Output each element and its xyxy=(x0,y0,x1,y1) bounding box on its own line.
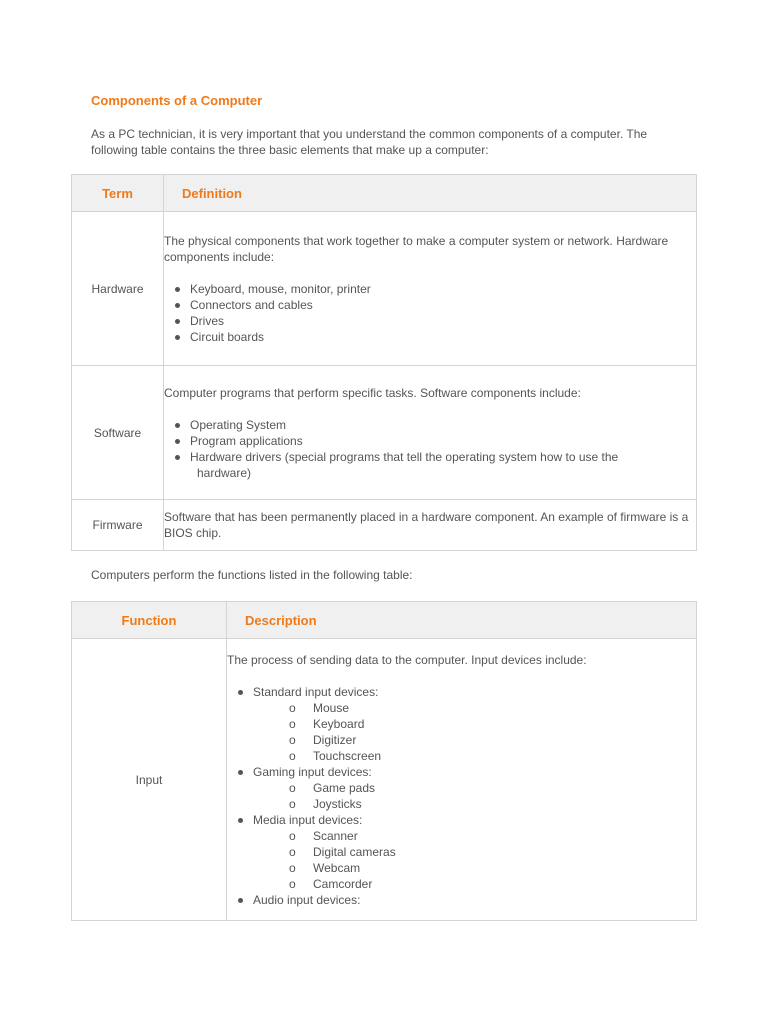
group-label: Gaming input devices: xyxy=(253,764,372,779)
sub-list xyxy=(253,700,696,764)
list-item: Operating System xyxy=(190,417,696,433)
bullet-list xyxy=(164,417,696,481)
sub-list-item: o Game pads xyxy=(313,780,696,796)
table-header-row xyxy=(72,175,697,212)
sub-list xyxy=(253,780,696,812)
sub-list-item: o Keyboard xyxy=(313,716,696,732)
sub-list-item: o Camcorder xyxy=(313,876,696,892)
components-table xyxy=(71,174,697,551)
list-item: Connectors and cables xyxy=(190,297,696,313)
table-header-row xyxy=(72,602,697,639)
sub-list-item: o Webcam xyxy=(313,860,696,876)
page-title: Components of a Computer xyxy=(91,93,263,108)
description-cell xyxy=(227,639,697,921)
sub-list-item: o Mouse xyxy=(313,700,696,716)
sub-list-item: o Digital cameras xyxy=(313,844,696,860)
list-item-line: Hardware drivers (special programs that tell the operating system how to use the xyxy=(190,449,619,464)
table-row xyxy=(72,500,697,551)
term-cell: Hardware xyxy=(72,212,164,366)
sub-list-item: o Digitizer xyxy=(313,732,696,748)
list-item xyxy=(253,892,696,908)
list-item xyxy=(253,684,696,764)
definition-cell xyxy=(164,500,697,551)
function-cell: Input xyxy=(72,639,227,921)
term-cell: Software xyxy=(72,366,164,500)
definition-cell xyxy=(164,212,697,366)
definition-text: The physical components that work together to make a computer system or network. Hardware components include: xyxy=(164,233,669,264)
description-text: The process of sending data to the computer. Input devices include: xyxy=(227,652,587,667)
group-label: Media input devices: xyxy=(253,812,363,827)
functions-intro: Computers perform the functions listed in the following table: xyxy=(91,568,413,582)
group-label: Audio input devices: xyxy=(253,892,361,907)
header-term: Term xyxy=(72,175,164,212)
functions-table xyxy=(71,601,697,921)
sub-list xyxy=(253,828,696,892)
sub-list-item: o Scanner xyxy=(313,828,696,844)
list-item: Drives xyxy=(190,313,696,329)
list-item: Program applications xyxy=(190,433,696,449)
sub-list-item: o Touchscreen xyxy=(313,748,696,764)
definition-text: Computer programs that perform specific tasks. Software components include: xyxy=(164,385,581,400)
list-item: Keyboard, mouse, monitor, printer xyxy=(190,281,696,297)
list-item-line: hardware) xyxy=(197,465,252,480)
definition-cell xyxy=(164,366,697,500)
intro-paragraph: As a PC technician, it is very important that you understand the common components of a computer. The following table contains the three basic elements that make up a computer: xyxy=(91,127,648,157)
bullet-list xyxy=(227,684,696,908)
header-function: Function xyxy=(72,602,227,639)
table-row xyxy=(72,366,697,500)
bullet-list xyxy=(164,281,696,345)
sub-list-item: o Joysticks xyxy=(313,796,696,812)
table-row xyxy=(72,212,697,366)
list-item xyxy=(253,812,696,892)
group-label: Standard input devices: xyxy=(253,684,379,699)
list-item: Circuit boards xyxy=(190,329,696,345)
term-cell: Firmware xyxy=(72,500,164,551)
definition-text: Software that has been permanently placed in a hardware component. An example of firmware is a BIOS chip. xyxy=(164,510,689,540)
list-item xyxy=(253,764,696,812)
list-item xyxy=(190,449,696,481)
table-row xyxy=(72,639,697,921)
header-definition: Definition xyxy=(164,175,697,212)
header-description: Description xyxy=(227,602,697,639)
